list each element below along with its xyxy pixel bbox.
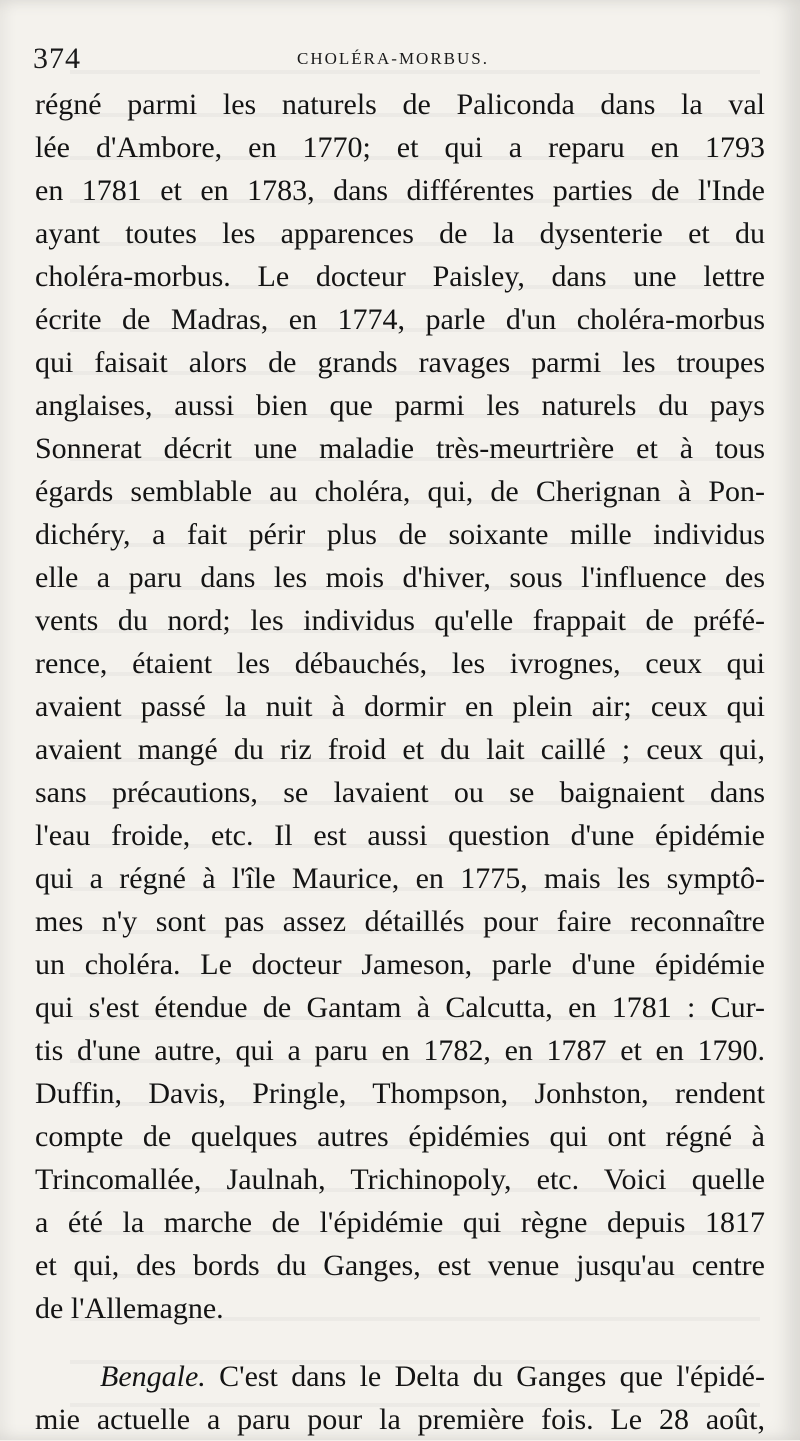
page-number: 374 <box>33 42 81 75</box>
text-line: a été la marche de l'épidémie qui règne depuis 1817 <box>35 1206 765 1239</box>
text-line: ayant toutes les apparences de la dysenterie et du <box>35 217 765 250</box>
text-line: Duffin, Davis, Pringle, Thompson, Jonhston, rendent <box>35 1077 765 1110</box>
text-line: tis d'une autre, qui a paru en 1782, en 1787 et en 1790. <box>35 1034 765 1067</box>
text-line: un choléra. Le docteur Jameson, parle d'une épidémie <box>35 948 765 981</box>
text-line: compte de quelques autres épidémies qui ont régné à <box>35 1120 765 1153</box>
text-line: mie actuelle a paru pour la première fois. Le 28 août, <box>35 1403 765 1436</box>
text-line: elle a paru dans les mois d'hiver, sous l'influence des <box>35 561 765 594</box>
text-line: anglaises, aussi bien que parmi les naturels du pays <box>35 389 765 422</box>
paragraph-first-line <box>100 1356 765 1398</box>
text-line: et qui, des bords du Ganges, est venue jusqu'au centre <box>35 1249 765 1282</box>
text-line: en 1781 et en 1783, dans différentes parties de l'Inde <box>35 174 765 207</box>
text-line: avaient mangé du riz froid et du lait caillé ; ceux qui, <box>35 733 765 766</box>
text-line: écrite de Madras, en 1774, parle d'un choléra-morbus <box>35 303 765 336</box>
text-line: dichéry, a fait périr plus de soixante mille individus <box>35 518 765 551</box>
text-line: rence, étaient les débauchés, les ivrognes, ceux qui <box>35 647 765 680</box>
text-line: l'eau froide, etc. Il est aussi question d'une épidémie <box>35 819 765 852</box>
text-line: sans précautions, se lavaient ou se baignaient dans <box>35 776 765 809</box>
text-line: avaient passé la nuit à dormir en plein air; ceux qui <box>35 690 765 723</box>
text-line: Sonnerat décrit une maladie très-meurtrière et à tous <box>35 432 765 465</box>
text-line: régné parmi les naturels de Paliconda dans la val <box>35 88 765 121</box>
text-line: mes n'y sont pas assez détaillés pour faire reconnaître <box>35 905 765 938</box>
text-line: qui faisait alors de grands ravages parmi les troupes <box>35 346 765 379</box>
paragraph-heading: Bengale. <box>100 1360 206 1393</box>
text-line: qui a régné à l'île Maurice, en 1775, mais les symptô- <box>35 862 765 895</box>
text-line: choléra-morbus. Le docteur Paisley, dans une lettre <box>35 260 765 293</box>
paragraph-line-rest: C'est dans le Delta du Ganges que l'épidé- <box>205 1360 765 1393</box>
running-head: CHOLÉRA-MORBUS. <box>297 49 489 68</box>
text-line: vents du nord; les individus qu'elle frappait de préfé- <box>35 604 765 637</box>
text-line: lée d'Ambore, en 1770; et qui a reparu en 1793 <box>35 131 765 164</box>
text-line: égards semblable au choléra, qui, de Cherignan à Pon- <box>35 475 765 508</box>
text-line: de l'Allemagne. <box>35 1292 224 1325</box>
text-line: Trincomallée, Jaulnah, Trichinopoly, etc. Voici quelle <box>35 1163 765 1196</box>
text-line: qui s'est étendue de Gantam à Calcutta, en 1781 : Cur- <box>35 991 765 1024</box>
